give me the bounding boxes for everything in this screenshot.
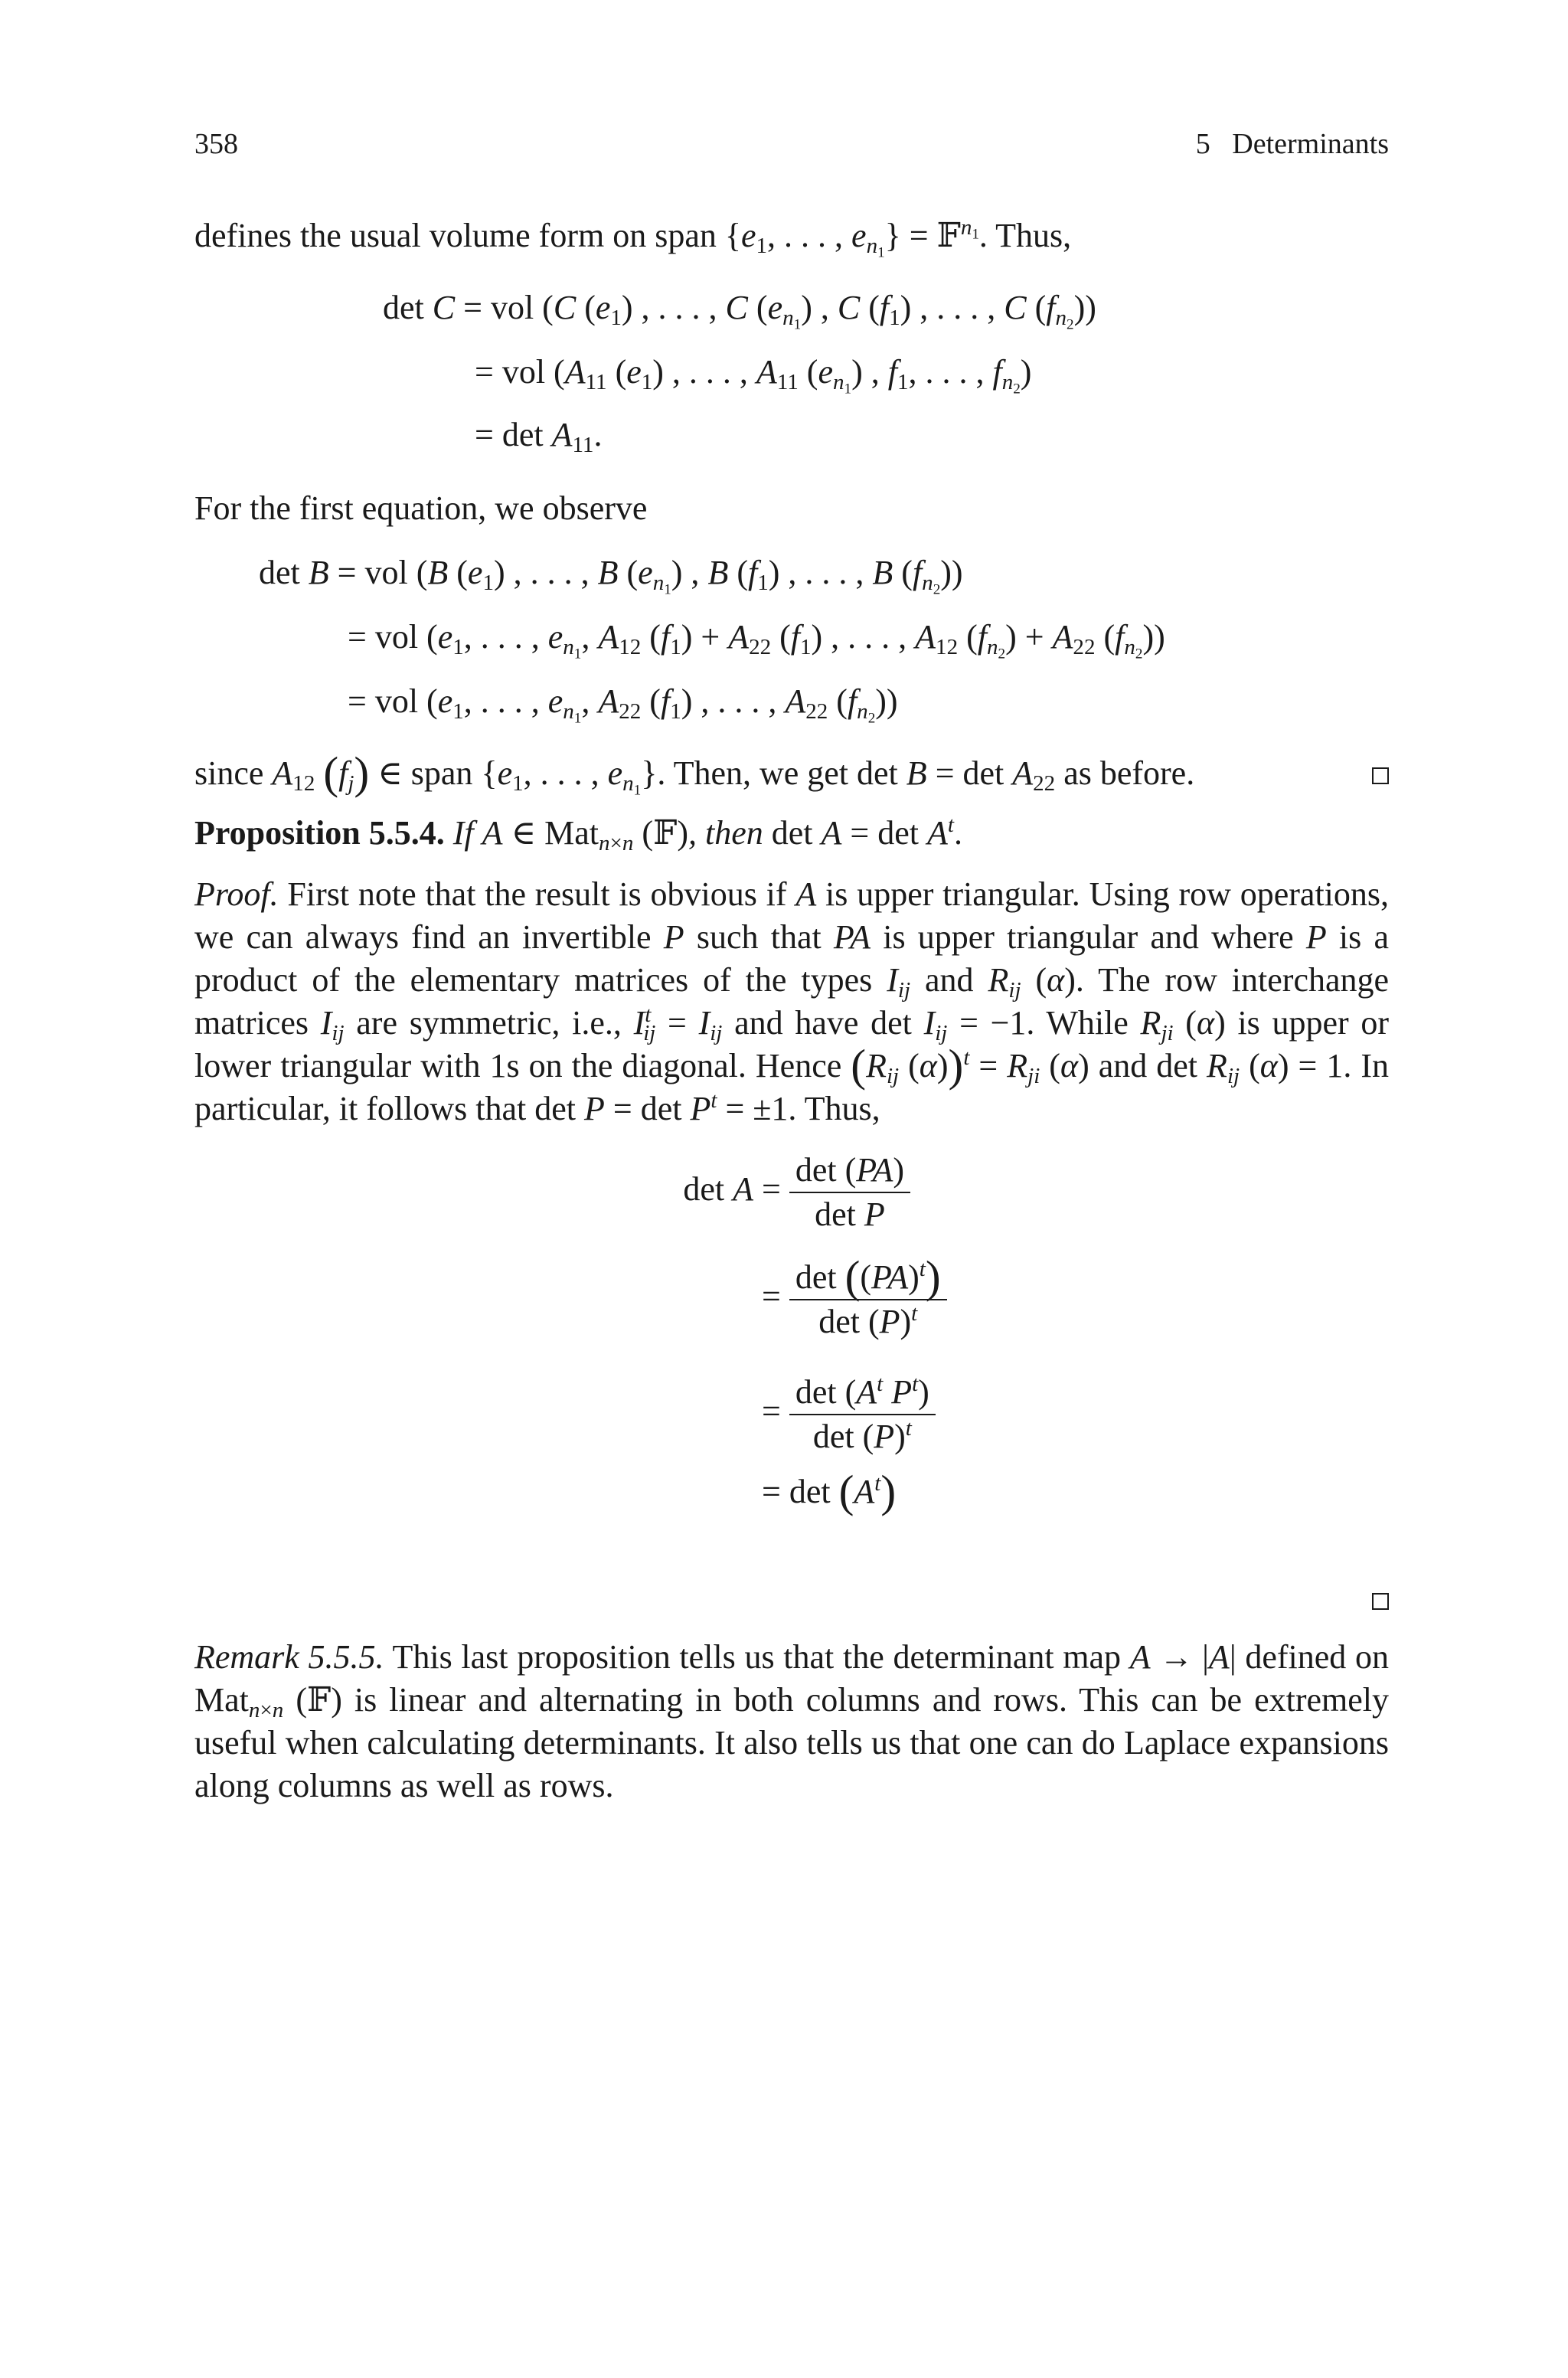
remark-5-5-5: Remark 5.5.5. This last proposition tells us that the determinant map A → |A| defined on Mat$_{n\times n}$ (𝔽) is linear and alternating in both columns and rows. This can be extremely useful when calculating determinants. It also tells us that one can do Laplace expansions along columns as well as rows.: [194, 1638, 1389, 1804]
fraction: $\frac{\det (A^t P^t)}{\det (P)^t}$: [789, 1371, 936, 1458]
proof-label: Proof.: [194, 875, 279, 913]
equation-det-c: det C = vol (C $(e_1)$ , . . . , C $(e_{n_1})$ , C $(f_1)$ , . . . , C $(f_{n_2})$) = vol ($A_{11}$ $(e_1)$ , . . . , $A_{11}$ $(e_{n_1})$ , $f_1$, . . . , $f_{n_2}$) = $\det A_{11}$.: [383, 289, 1096, 458]
proof-end: [194, 1578, 1389, 1631]
fraction: $\frac{\det ((PA)^t)}{\det (P)^t}$: [789, 1256, 947, 1343]
since-paragraph: since $A_{12}$ $(f_j)$ ∈ span {$e_1$, . . . , $e_{n_1}$}. Then, we get $\det B = \det A_{22}$ as before.: [194, 752, 1389, 795]
chapter-title: 5 Determinants: [1195, 128, 1389, 160]
qed-square-icon: [1372, 767, 1389, 784]
proposition-5-5-4: Proposition 5.5.4. If A ∈ Mat$_{n\times n}$ (𝔽), then $\det A = \det A^t$.: [194, 813, 962, 856]
page-body: [194, 214, 1389, 1807]
equation-det-a: det A = $\frac{\det (PA)}{\text{det P}}$ = $\frac{\det ((PA)^t)}{\det (P)^t}$ = $\frac{\det (A^t P^t)}{\det (P)^t}$ = $\det (A^t)$: [194, 1149, 1389, 1578]
qed-square-icon: [1372, 1593, 1389, 1610]
fraction: $\frac{\det (PA)}{\text{det P}}$: [789, 1149, 910, 1236]
first-equation-intro: For the first equation, we observe: [194, 489, 648, 527]
proof-paragraph: Proof. First note that the result is obvious if A is upper triangular. Using row operations, we can always find an invertible P such that PA is upper triangular and where P is a product of the elementary matrices of the types $I_{ij}$ and $R_{ij}$ (α). The row interchange matrices $I_{ij}$ are symmetric, i.e., $I^t_{ij} = I_{ij}$ and have $\det I_{ij} = -1$. While $R_{ji}$ (α) is upper or lower triangular with 1s on the diagonal. Hence ($R_{ij}$ $(\alpha))^t = R_{ji}$ (α) and $\det R_{ij}$ (α) = 1. In particular, it follows that $\det P = \det P^t = \pm 1$. Thus,: [194, 875, 1390, 1127]
remark-label: Remark 5.5.5.: [194, 1638, 384, 1676]
page-number: 358: [194, 128, 238, 160]
proposition-label: Proposition 5.5.4.: [194, 814, 445, 852]
intro-paragraph: defines the usual volume form on span {$e_1$, . . . , $e_{n_1}$} = 𝔽$^{n_1}$. Thus,: [194, 215, 1072, 261]
equation-det-b: det B = vol (B $(e_1)$ , . . . , B $(e_{n_1})$ , B $(f_1)$ , . . . , B $(f_{n_2})$) = vol ($e_1$, . . . , $e_{n_1}$, $A_{12}$ $(f_1) + A_{22}$ $(f_1)$ , . . . , $A_{12}$ $(f_{n_2}) + A_{22}$ $(f_{n_2})$) = vol ($e_1$, . . . , $e_{n_1}$, $A_{22}$ $(f_1)$ , . . . , $A_{22}$ $(f_{n_2})$): [259, 554, 1165, 727]
